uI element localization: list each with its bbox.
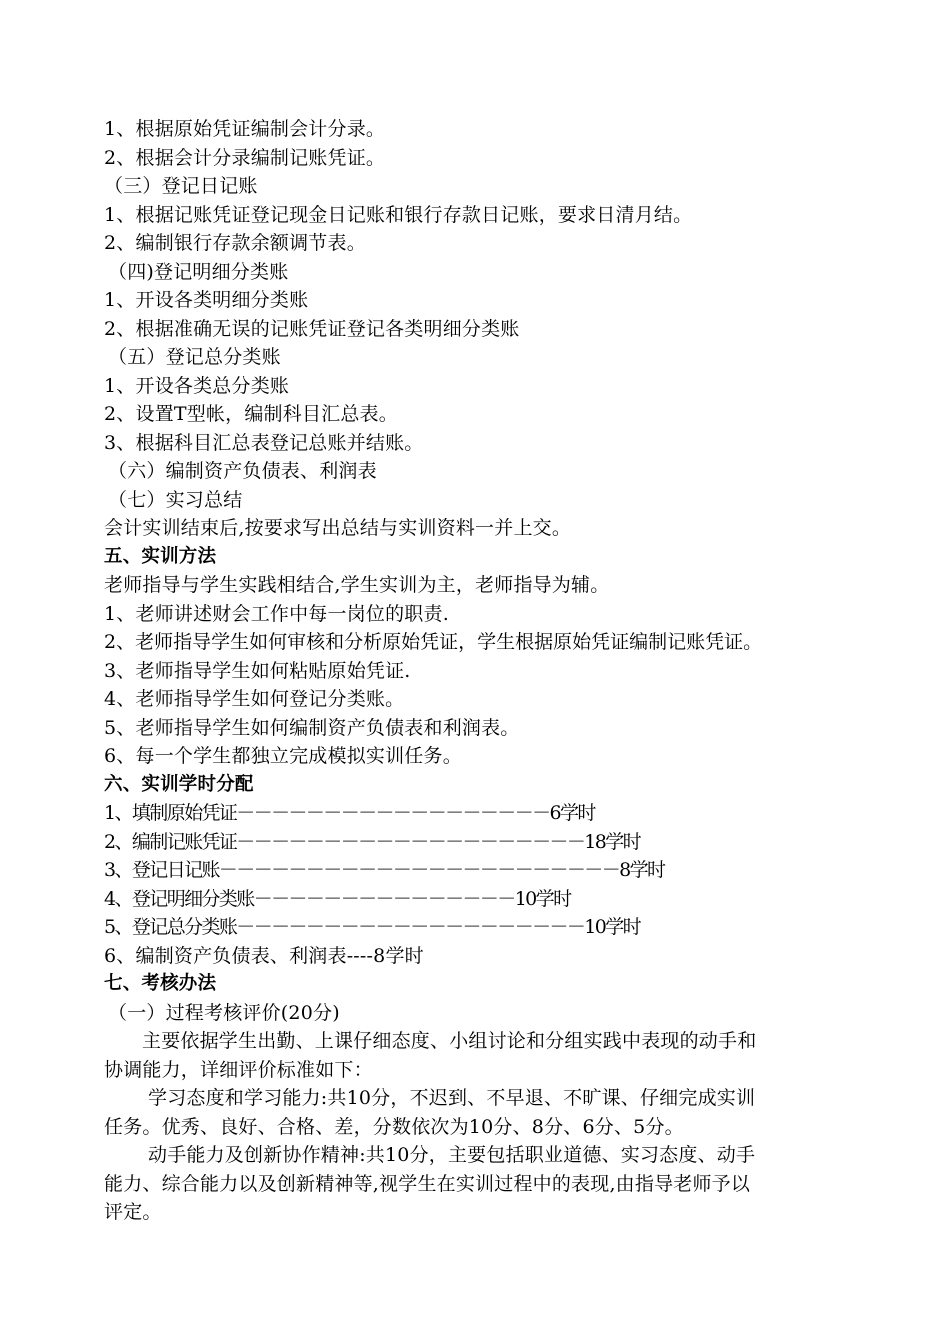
paragraph: 能力、综合能力以及创新精神等,视学生在实训过程中的表现,由指导老师予以 xyxy=(104,1172,751,1195)
list-item: 1、老师讲述财会工作中每一岗位的职责. xyxy=(104,602,449,625)
list-item: 3、根据科目汇总表登记总账并结账。 xyxy=(104,431,424,454)
section-heading: 七、考核办法 xyxy=(104,973,217,994)
list-item: 4、老师指导学生如何登记分类账。 xyxy=(104,688,405,710)
hours-item: 3、登记日记账－－－－－－－－－－－－－－－－－－－－－－－8学时 xyxy=(104,859,665,881)
subsection-heading: （四)登记明细分类账 xyxy=(108,260,289,283)
hours-item: 2、编制记账凭证－－－－－－－－－－－－－－－－－－－－18学时 xyxy=(104,830,641,853)
paragraph: 主要依据学生出勤、上课仔细态度、小组讨论和分组实践中表现的动手和 xyxy=(142,1030,757,1052)
section-heading: 六、实训学时分配 xyxy=(104,773,254,795)
subsection-heading: （一）过程考核评价(20分) xyxy=(108,1001,340,1024)
subsection-heading: （六）编制资产负债表、利润表 xyxy=(108,460,377,482)
list-item: 2、编制银行存款余额调节表。 xyxy=(104,232,366,254)
list-item: 1、开设各类总分类账 xyxy=(104,374,290,397)
section-heading: 五、实训方法 xyxy=(104,545,217,567)
paragraph: 协调能力，详细评价标准如下： xyxy=(104,1058,373,1081)
hours-item: 1、填制原始凭证－－－－－－－－－－－－－－－－－－6学时 xyxy=(104,802,595,824)
paragraph: 动手能力及创新协作精神:共10分，主要包括职业道德、实习态度、动手 xyxy=(148,1144,756,1166)
hours-item: 5、登记总分类账－－－－－－－－－－－－－－－－－－－－10学时 xyxy=(104,916,641,938)
list-item: 1、根据原始凭证编制会计分录。 xyxy=(104,118,386,140)
list-item: 5、老师指导学生如何编制资产负债表和利润表。 xyxy=(104,716,520,739)
list-item: 2、老师指导学生如何审核和分析原始凭证，学生根据原始凭证编制记账凭证。 xyxy=(104,631,763,653)
hours-item: 4、登记明细分类账－－－－－－－－－－－－－－－10学时 xyxy=(104,887,571,910)
subsection-heading: （五）登记总分类账 xyxy=(108,346,281,368)
list-item: 2、根据准确无误的记账凭证登记各类明细分类账 xyxy=(104,317,520,340)
list-item: 1、开设各类明细分类账 xyxy=(104,289,309,311)
list-item: 1、根据记账凭证登记现金日记账和银行存款日记账，要求日清月结。 xyxy=(104,203,693,226)
paragraph: 老师指导与学生实践相结合,学生实训为主，老师指导为辅。 xyxy=(104,574,610,596)
document-body xyxy=(104,115,864,1227)
paragraph: 任务。优秀、良好、合格、差，分数依次为10分、8分、6分、5分。 xyxy=(104,1115,684,1138)
subsection-heading: （七）实习总结 xyxy=(108,488,243,511)
paragraph: 评定。 xyxy=(104,1201,162,1223)
list-item: 3、老师指导学生如何粘贴原始凭证. xyxy=(104,659,411,682)
subsection-heading: （三）登记日记账 xyxy=(104,175,258,197)
list-item: 2、根据会计分录编制记账凭证。 xyxy=(104,146,386,169)
paragraph: 会计实训结束后,按要求写出总结与实训资料一并上交。 xyxy=(104,517,572,539)
list-item: 2、设置T型帐，编制科目汇总表。 xyxy=(104,403,398,425)
paragraph: 学习态度和学习能力:共10分，不迟到、不早退、不旷课、仔细完成实训 xyxy=(148,1087,756,1109)
list-item: 6、每一个学生都独立完成模拟实训任务。 xyxy=(104,745,462,767)
hours-item: 6、编制资产负债表、利润表----8学时 xyxy=(104,944,424,967)
